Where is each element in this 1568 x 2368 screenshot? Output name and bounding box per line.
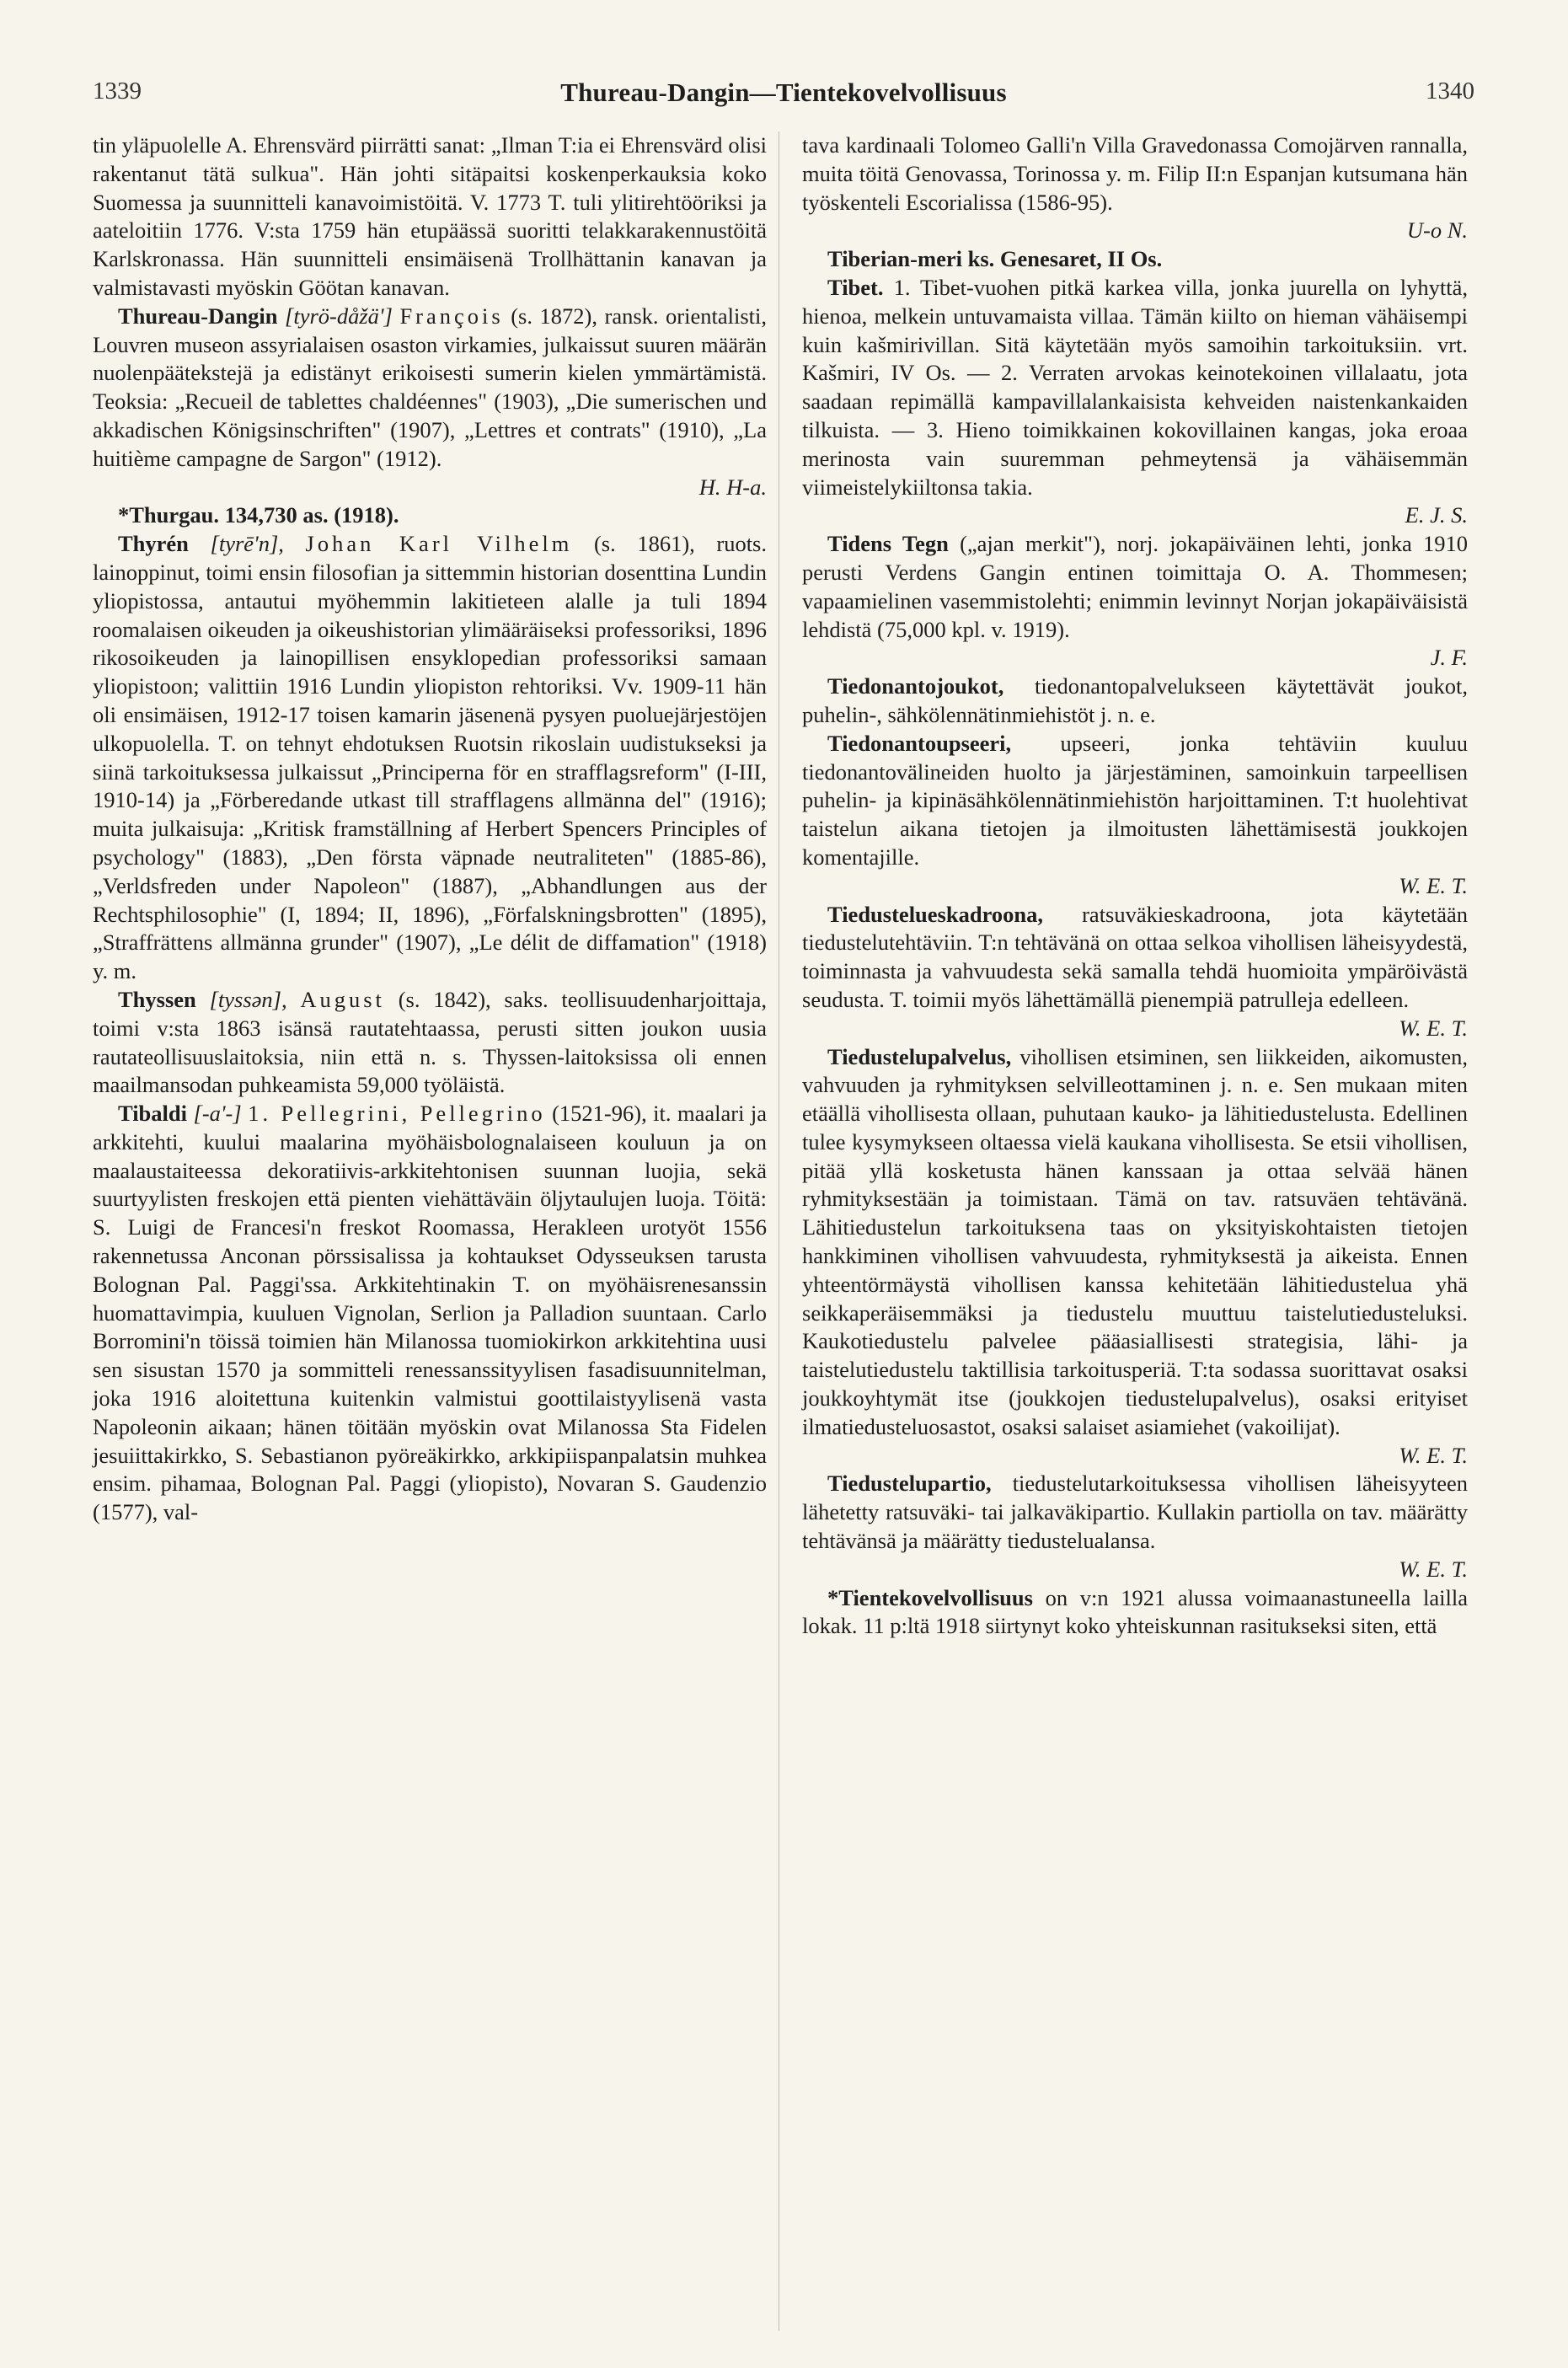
given-name: Johan Karl Vilhelm [305,531,573,557]
entry-body: upseeri, jonka tehtäviin kuuluu tiedonantovälineiden huolto ja järjestäminen, samoinkuin tarpeellisen puhelin- ja kipinäsähkölennätinmiehistön harjoittaminen. T:t huolehtivat taistelun aikana tietojen ja ilmoitusten lähettämisestä joukkojen komentajille. [802,730,1468,870]
entry-tiedustelupartio [802,1470,1468,1555]
headword: Tiedustelueskadroona, [827,901,1043,927]
entry-tibet [802,274,1468,501]
entry-tiedustelupalvelus [802,1043,1468,1442]
entry-body: 1. Tibet-vuohen pitkä karkea villa, jonka juurella on lyhyttä, hienoa, melkein untuvamaista villaa. Tämän kiilto on hieman vähäisempi kuin kašmirivillan. Sitä käytetään myös samoihin tarkoituksiin. vrt. Kašmiri, IV Os. — 2. Verraten arvokas keinotekoinen villalaatu, jota saadaan repimällä kampavillalankaisista kehveiden naistenkankaiden tilkuista. — 3. Hieno toimikkainen kokovillainen kangas, joka eroaa merinosta vain suuremman pehmeytensä ja vähäisemmän viimeistelykiiltonsa takia. [802,274,1468,500]
entry-thyssen [93,986,767,1100]
entry-body: tiedustelutarkoituksessa vihollisen läheisyyteen lähetetty ratsuväki- tai jalkaväkipartio. Kullakin partiolla on tav. määrätty tehtävänsä ja määrätty tiedustelualansa. [802,1471,1468,1554]
entry-body: tiedonantopalvelukseen käytettävät joukot, puhelin-, sähkölennätinmiehistöt j. n. e. [802,673,1468,727]
given-name: August [300,986,385,1012]
author-signature: W. E. T. [1399,1015,1468,1041]
headword: Tiedonantoupseeri, [827,730,1012,756]
page-number-right: 1340 [1426,78,1474,104]
entry-body: (s. 1861), ruots. lainoppinut, toimi ensin filosofian ja sittemmin historian dosenttina Lundin yliopistossa, antautui myöhemmin lakitieteen alalle ja tuli 1894 roomalaisen oikeuden ja oikeushistorian ylimääräiseksi professoriksi, 1896 rikosoikeuden ja lainopillisen ensyklopedian professoriksi samaan yliopistoon; valittiin 1916 Lundin yliopiston rehtoriksi. Vv. 1909-11 hän oli ensimäisen, 1912-17 toisen kamarin jäsenenä pysyen puoluejärjestöjen ulkopuolella. T. on tehnyt ehdotuksen Ruotsin rikoslain uudistukseksi ja siinä tarkoituksessa julkaissut „Principerna för en strafflagsreform" (I-III, 1910-14) ja „Förberedande utkast till strafflagens allmänna del" (1916); muita julkaisuja: „Kritisk framställning af Herbert Spencers Principles of psychology" (1883), „Den första väpnade neutraliteten" (1885-86), „Verldsfreden under Napoleon" (1887), „Abhandlungen aus der Rechtsphilosophie" (I, 1894; II, 1896), „Förfalskningsbrotten" (1895), „Straffrättens allmänna grunder" (1907), „Le délit de diffamation" (1918) y. m. [93,531,767,984]
entry-body: (s. 1872), ransk. orientalisti, Louvren museon assyrialaisen osaston virkamies, julkaissut suuren määrän nuolenpäätekstejä ja edistänyt erikoisesti sumerin kielen ymmärtämistä. Teoksia: „Recueil de tablettes chaldéennes" (1903), „Die sumerischen und akkadischen Königsinschriften" (1907), „Lettres et contrats" (1910), „La huitième campagne de Sargon" (1912). [93,303,768,471]
entry-body: (1521-96), it. maalari ja arkkitehti, kuului maalarina myöhäisbolognalaiseen kouluun ja on maalaustaiteessa dekoratiivis-arkkitehtonisen suunnan luojia, sekä suurtyylisten freskojen että pienten viehättäväin öljytaulujen luoja. Töitä: S. Luigi de Francesi'n freskot Roomassa, Herakleen urotyöt 1556 rakennetussa Anconan pörssisalissa ja kohtaukset Odysseuksen tarusta Bolognan Pal. Paggi'ssa. Arkkitehtinakin T. on myöhäisrenesanssin huomattavimpia, kuuluen Vignolan, Serlion ja Palladion suuntaan. Carlo Borromini'n töissä toimien hän Milanossa tuomiokirkon arkkitehtina uusi sen sisustan 1570 ja sommitteli renessanssityylisen fasadisuunnitelman, joka 1916 aloitettuna kuitenkin valmistui goottilaistyylisenä vasta Napoleonin aikaan; hänen töitään myöskin ovat Milanossa Sta Fidelen jesuiittakirkko, S. Sebastianon pyöreäkirkko, arkkipiispanpalatsin muhkea ensim. pihamaa, Bolognan Pal. Paggi (yliopisto), Novaran S. Gaudenzio (1577), val- [93,1101,768,1525]
entry-body: vihollisen etsiminen, sen liikkeiden, aikomusten, vahvuuden ja ryhmityksen selvilleottaminen j. n. e. Sen mukaan miten etäällä vihollisesta ollaan, puhutaan kauko- ja lähitiedustelusta. Edellinen tulee kysymykseen oltaessa vielä kaukana vihollisesta. Se etsii vihollisen, pitää yllä kosketusta hänen kanssaan ja ottaa selvää hänen ryhmityksestään ja toimistaan. Tämä on tav. ratsuväen tehtävänä. Lähitiedustelun tarkoituksena taas on yksityiskohtaisten tietojen hankkiminen vihollisen vahvuudesta, ryhmityksestä ja aikeista. Ennen yhteentörmäystä vihollisen kanssa kehitetään lähitiedustelua yhä seikkaperäisemmäksi ja tiedustelu muuttuu taistelutiedusteluksi. Kaukotiedustelu palvelee pääasiallisesti strategisia, lähi- ja taistelutiedustelu taktillisia tarkoitusperiä. T:ta sodassa suorittavat osaksi joukkoyhtymät itse (joukkojen tiedustelupalvelus), osaksi erityiset ilmatiedusteluosastot, osaksi salaiset asiamiehet (vakoilijat). [802,1043,1469,1439]
headword: Tibaldi [118,1101,188,1127]
given-name: François [399,303,504,329]
author-signature: W. E. T. [1399,1556,1468,1582]
entry-tibaldi [93,1100,767,1527]
entry-tiberian-meri: Tiberian-meri ks. Genesaret, II Os. [827,246,1163,272]
entry-tidens-tegn [802,530,1468,644]
entry-body: (s. 1842), saks. teollisuudenharjoittaja, toimi v:sta 1863 isänsä rautatehtaassa, perusti sitten joukon uusia rautateollisuuslaitoksia, niin että n. s. Thyssen-laitoksissa oli ennen maailmansodan puhkeamista 59,000 työläistä. [93,986,768,1098]
left-column [93,131,767,1527]
author-signature: W. E. T. [1399,872,1468,898]
given-name: 1. Pellegrini, Pellegrino [248,1101,546,1127]
entry-tientekovelvollisuus [802,1584,1468,1642]
entry-body: („ajan merkit"), norj. jokapäiväinen lehti, jonka 1910 perusti Verdens Gangin entinen toimittaja O. A. Thommesen; vapaamielinen vasemmistolehti; enimmin levinnyt Norjan jokapäiväisistä lehdistä (75,000 kpl. v. 1919). [802,531,1469,642]
pronunciation: [tyssən], [209,986,287,1012]
author-signature: H. H-a. [698,474,767,500]
author-signature: W. E. T. [1399,1442,1468,1468]
entry-continuation: tava kardinaali Tolomeo Galli'n Villa Gravedonassa Comojärven rannalla, muita töitä Genovassa, Torinossa y. m. Filip II:n Espanjan kutsumana hän työskenteli Escorialissa (1586-95). [802,132,1468,215]
entry-thyren [93,530,767,986]
author-signature: E. J. S. [1405,502,1468,528]
pronunciation: [tyrē'n], [210,531,284,557]
entry-tiedustelueskadroona [802,901,1468,1015]
page-header [93,78,1474,115]
pronunciation: [-a'-] [193,1101,242,1127]
headword: Thureau-Dangin [118,303,278,329]
entry-body: on v:n 1921 alussa voimaanastuneella lailla lokak. 11 p:ltä 1918 siirtynyt koko yhteiskunnan rasitukseksi siten, että [802,1584,1468,1639]
headword: Tiedonantojoukot, [827,673,1004,699]
entry-tiedonantoupseeri [802,730,1468,872]
author-signature: U-o N. [1406,217,1468,244]
headword: Thyssen [118,986,196,1012]
entry-thurgau: *Thurgau. 134,730 as. (1918). [118,502,399,528]
headword: Tiedustelupartio, [827,1471,992,1497]
headword: Tidens Tegn [827,531,949,557]
page-number-left: 1339 [93,78,142,104]
right-column [802,131,1468,1641]
headword: *Tientekovelvollisuus [827,1584,1033,1610]
entry-continuation: tin yläpuolelle A. Ehrensvärd piirrätti sanat: „Ilman T:ia ei Ehrensvärd olisi rakentanut tätä sulkua". Hän johti sitäpaitsi koskenperkauksia koko Suomessa ja suunnitteli kanavoimistöitä. V. 1773 T. tuli ylitirehtööriksi ja aateloitiin 1776. V:sta 1759 hän etupäässä suoritti telakkarakennustöitä Karlskronassa. Hän suunnitteli ensimäisenä Trollhättanin kanavan ja valmistavasti myöskin Göötan kanavan. [93,132,767,300]
running-title: Thureau-Dangin—Tientekovelvollisuus [560,78,1007,107]
headword: Tiedustelupalvelus, [827,1043,1012,1069]
entry-thureau-dangin [93,303,767,474]
author-signature: J. F. [1430,645,1468,671]
headword: Thyrén [118,531,189,557]
pronunciation: [tyrö-dåžä'] [285,303,393,329]
headword: Tibet. [827,274,884,300]
entry-tiedonantojoukot [802,672,1468,730]
entry-body: ratsuväkieskadroona, jota käytetään tiedustelutehtäviin. T:n tehtävänä on ottaa selkoa vihollisen läheisyydestä, toiminnasta ja vahvuudesta sekä samalla tehdä huomioita ympäröivästä seudusta. T. toimii myös lähettämällä pienempiä patrulleja edelleen. [802,901,1469,1012]
